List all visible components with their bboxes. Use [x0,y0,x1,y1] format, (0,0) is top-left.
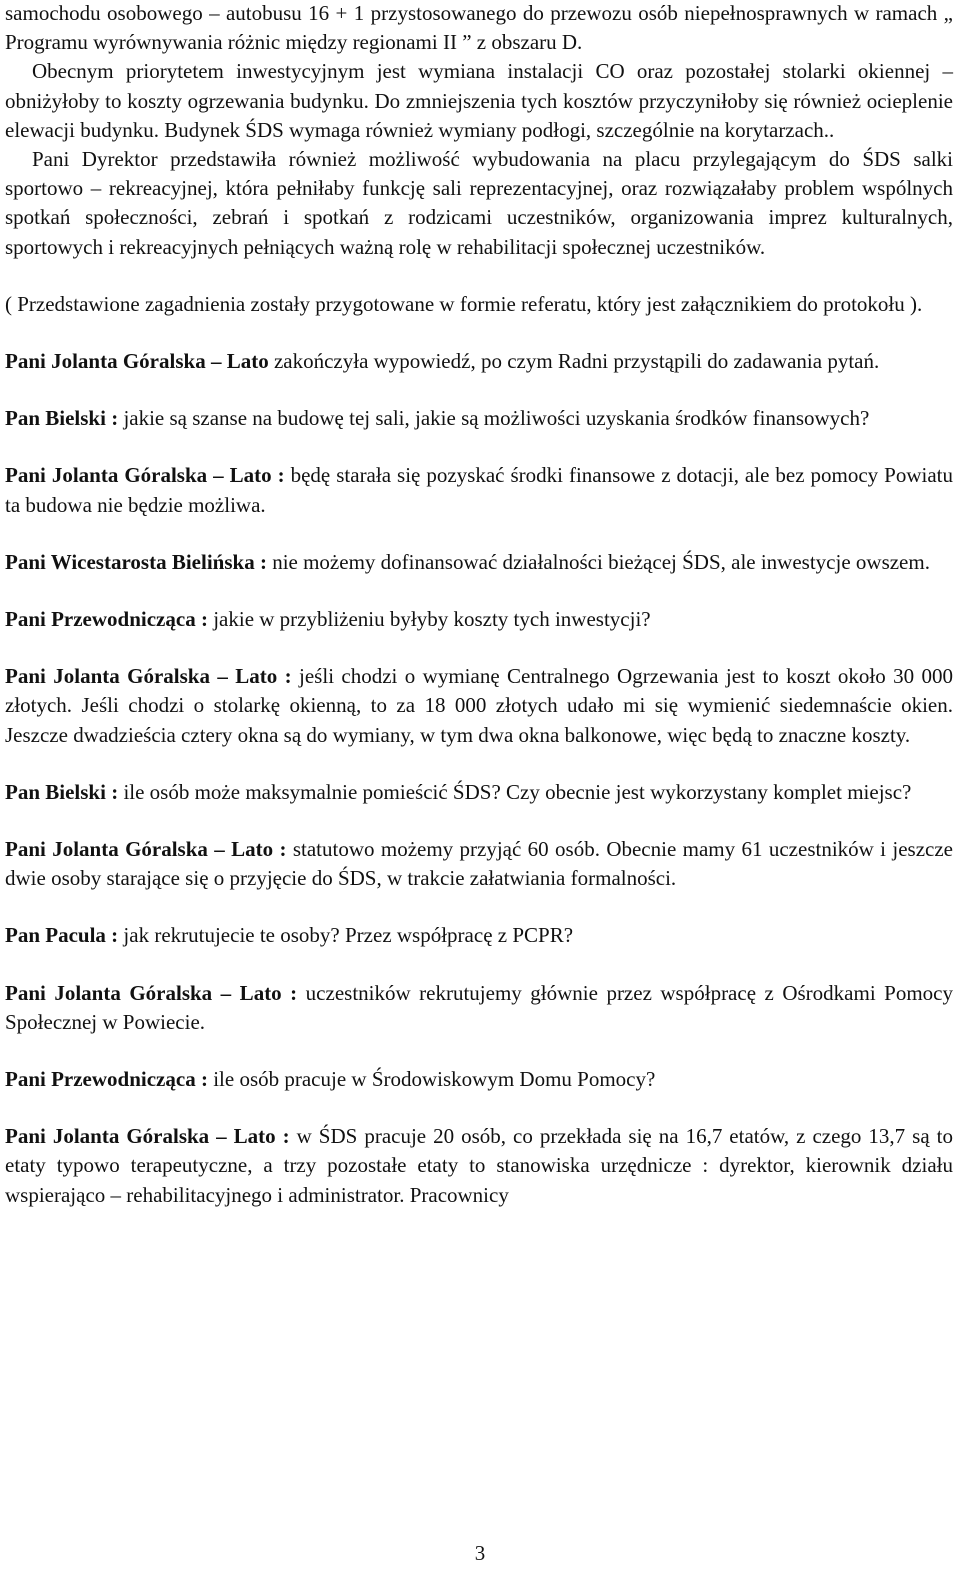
statement-text: jakie w przybliżeniu byłyby koszty tych inwestycji? [207,607,651,632]
paragraph-goralska-answer-capacity [5,835,953,893]
statement-text: ile osób może maksymalnie pomieścić ŚDS? Czy obecnie jest wykorzystany komplet miejsc? [118,779,912,804]
paragraph-pacula-question-recruitment [5,921,953,950]
paragraph-goralska-answer-funding [5,461,953,519]
statement-text: uczestników rekrutujemy głównie przez współpracę z Ośrodkami Pomocy Społecznej w Powiecie. [5,980,953,1034]
paragraph-bielski-question-hall [5,404,953,433]
paragraph-goralska-answer-staff [5,1122,953,1210]
statement-text: w ŚDS pracuje 20 osób, co przekłada się na 16,7 etatów, z czego 13,7 są to etaty typowo terapeutyczne, a trzy pozostałe etaty to stanowiska urzędnicze : dyrektor, kierownik działu wspierająco – rehabilitacyjnego i administrator. Pracownicy [5,1124,953,1207]
paragraph-report-note [5,290,953,319]
paragraph-chair-question-costs [5,605,953,634]
paragraph-text: Obecnym priorytetem inwestycyjnym jest wymiana instalacji CO oraz pozostałej stolarki okiennej – obniżyłoby to koszty ogrzewania budynku. Do zmniejszenia tych kosztów przyczyniłoby się również ocieplenie elewacji budynku. Budynek ŚDS wymaga również wymiany podłogi, szczególnie na korytarzach.. [5,59,953,142]
paragraph-questions-start [5,347,953,376]
statement-text: zakończyła wypowiedź, po czym Radni przystąpili do zadawania pytań. [268,349,880,374]
speaker-name: Pani Jolanta Góralska – Lato : [5,837,287,862]
paragraph-bielinska-statement [5,548,953,577]
paragraph-investment-priority [5,57,953,145]
speaker-name: Pani Jolanta Góralska – Lato [5,349,269,374]
speaker-name: Pan Bielski : [5,779,119,804]
speaker-name: Pani Przewodnicząca : [5,607,208,632]
paragraph-bus-purchase [5,0,953,57]
page-number: 3 [474,1541,486,1565]
speaker-name: Pani Wicestarosta Bielińska : [5,549,267,574]
statement-text: nie możemy dofinansować działalności bieżącej ŚDS, ale inwestycje owszem. [266,549,930,574]
speaker-name: Pani Jolanta Góralska – Lato : [5,664,292,689]
paragraph-text: Pani Dyrektor przedstawiła również możliwość wybudowania na placu przylegającym do ŚDS salki sportowo – rekreacyjnej, która pełniłaby funkcję sali reprezentacyjnej, oraz rozwiązałaby problem wspólnych spotkań społeczności, zebrań i spotkań z rodzicami uczestników, organizowania imprez kulturalnych, sportowych i rekreacyjnych pełniących ważną rolę w rehabilitacji społecznej uczestników. [5,147,953,259]
speaker-name: Pan Paculа : [5,923,119,948]
speaker-name: Pan Bielski : [5,406,119,431]
speaker-name: Pani Jolanta Góralska – Lato : [5,980,298,1005]
speaker-name: Pani Przewodnicząca : [5,1067,208,1092]
paragraph-text: samochodu osobowego – autobusu 16 + 1 przystosowanego do przewozu osób niepełnosprawnych w ramach „ Programu wyrównywania różnic między regionami II ” z obszaru D. [5,1,953,55]
paragraph-bielski-question-capacity [5,778,953,807]
paragraph-goralska-answer-costs [5,662,953,750]
paragraph-sports-hall-proposal [5,145,953,262]
paragraph-chair-question-staff [5,1065,953,1094]
paragraph-goralska-answer-recruitment [5,979,953,1037]
speaker-name: Pani Jolanta Góralska – Lato : [5,1124,290,1149]
statement-text: statutowo możemy przyjąć 60 osób. Obecnie mamy 61 uczestników i jeszcze dwie osoby starające się o przyjęcie do ŚDS, w trakcie załatwiania formalności. [5,837,953,891]
statement-text: ile osób pracuje w Środowiskowym Domu Pomocy? [207,1067,656,1092]
statement-text: jeśli chodzi o wymianę Centralnego Ogrzewania jest to koszt około 30 000 złotych. Jeśli chodzi o stolarkę okienną, to za 18 000 złotych udało mi się wymienić siedemnaście okien. Jeszcze dwadzieścia cztery okna są do wymiany, w tym dwa okna balkonowe, więc będą to znaczne koszty. [5,664,953,747]
document-page [5,0,953,1210]
speaker-name: Pani Jolanta Góralska – Lato : [5,463,285,488]
statement-text: jak rekrutujecie te osoby? Przez współpracę z PCPR? [118,923,574,948]
paragraph-text: ( Przedstawione zagadnienia zostały przygotowane w formie referatu, który jest załącznikiem do protokołu ). [5,291,923,316]
statement-text: jakie są szanse na budowę tej sali, jakie są możliwości uzyskania środków finansowych? [118,406,870,431]
statement-text: będę starała się pozyskać środki finansowe z dotacji, ale bez pomocy Powiatu ta budowa nie będzie możliwa. [5,463,954,517]
